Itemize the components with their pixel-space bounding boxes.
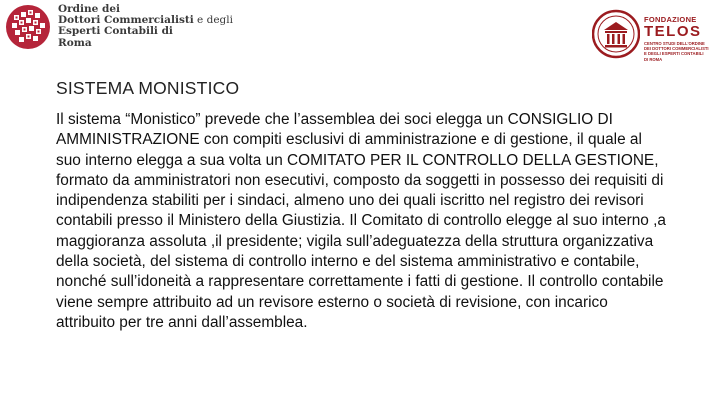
odc-roma-emblem-icon [4, 3, 52, 51]
telos-sub-line: E DEGLI ESPERTI CONTABILI [644, 51, 704, 57]
odc-name [58, 4, 233, 49]
telos-sub-line: DI ROMA [644, 56, 663, 62]
odc-line-4: Roma [58, 36, 92, 49]
telos-name: TELOS [644, 23, 702, 40]
telos-logo [592, 4, 718, 66]
telos-sub-line: DEI DOTTORI COMMERCIALISTI [644, 46, 709, 52]
odc-line-2: Dottori Commercialisti [58, 14, 194, 27]
telos-fondazione: FONDAZIONE [644, 15, 697, 24]
telos-subtitle [644, 41, 709, 62]
odc-line-1: Ordine dei [58, 3, 120, 15]
telos-sub-line: CENTRO STUDI DELL'ORDINE [644, 41, 705, 46]
odc-logo [4, 3, 234, 53]
telos-seal-icon [592, 4, 640, 64]
odc-line-3: Esperti Contabili di [58, 25, 173, 38]
slide-title: SISTEMA MONISTICO [56, 78, 240, 98]
odc-line-2b: e degli [193, 14, 233, 27]
slide-body: Il sistema “Monistico” prevede che l’assemblea dei soci elegga un CONSIGLIO DI AMMINISTRAZIONE con compiti esclusivi di amministrazione e di gestione, il quale al suo interno elegga a sua volta un COMITATO PER IL CONTROLLO DELLA GESTIONE, formato da amministratori non esecutivi, composto da soggetti in possesso dei requisiti di indipendenza stabiliti per i sindaci, almeno uno dei quali iscritto nel registro dei revisori contabili presso il Ministero della Giustizia. Il Comitato di controllo elegge al suo interno ,a maggioranza assoluta ,il presidente; vigila sull’adeguatezza della struttura organizzativa della società, del sistema di controllo interno e del sistema amministrativo e contabile, nonché sull’idoneità a rappresentare correttamente i fatti di gestione. Il controllo contabile viene sempre attribuito ad un revisore esterno o società di revisione, con incarico attribuito per tre anni dall’assemblea. [56, 111, 666, 331]
